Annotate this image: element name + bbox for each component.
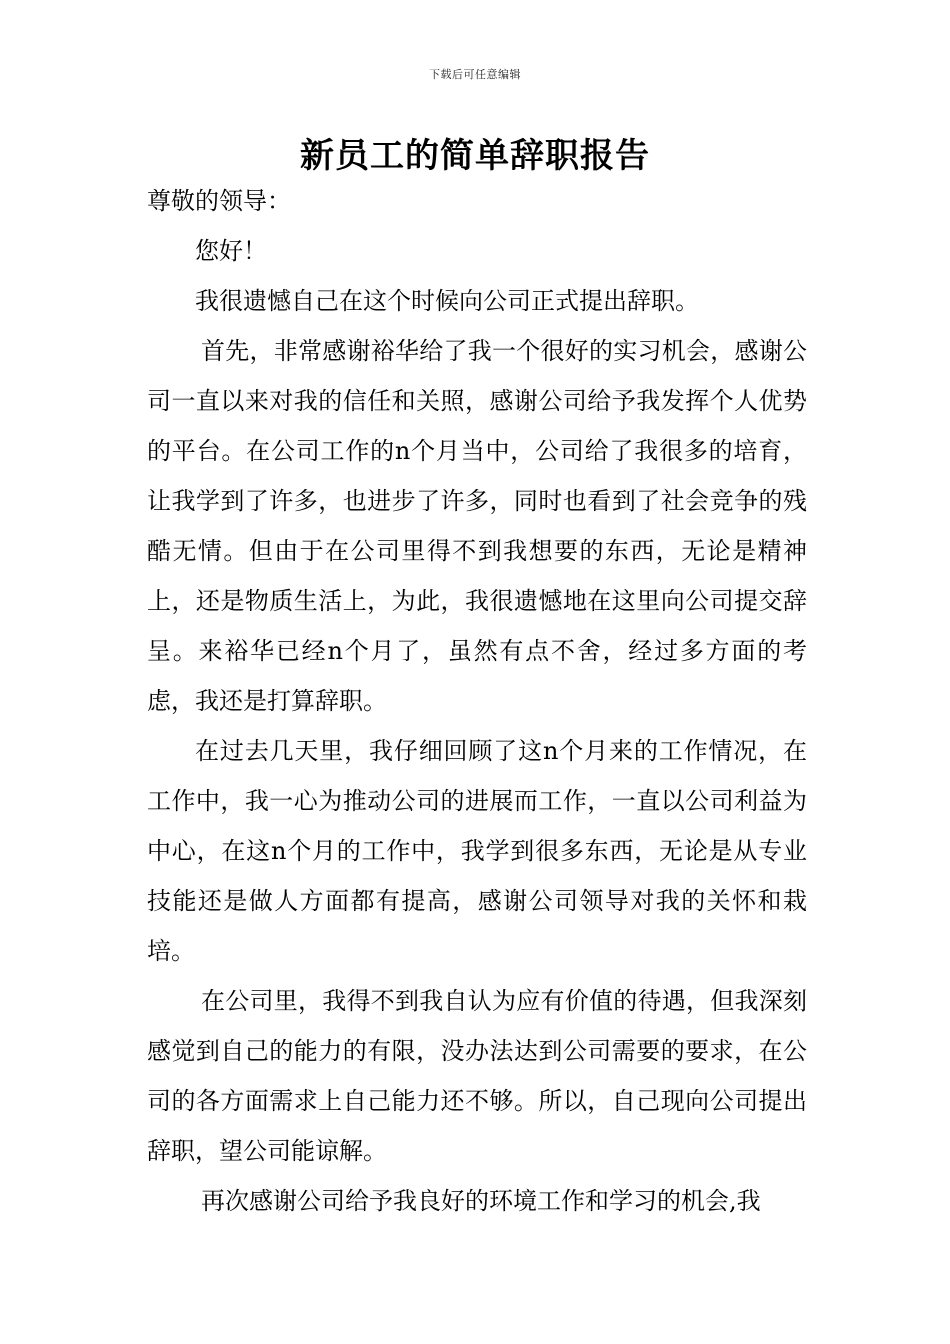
letter-body	[147, 176, 807, 1226]
paragraph-opening: 我很遗憾自己在这个时候向公司正式提出辞职。	[195, 287, 699, 315]
paragraph-review: 在过去几天里，我仔细回顾了这n个月来的工作情况，在工作中，我一心为推动公司的进展而工作，一直以公司利益为中心，在这n个月的工作中，我学到很多东西，无论是从专业技能还是做人方面都有提高，感谢公司领导对我的关怀和栽培。	[147, 737, 807, 965]
header-note: 下载后可任意编辑	[429, 68, 521, 81]
document-title: 新员工的简单辞职报告	[300, 136, 650, 176]
greeting: 您好！	[195, 237, 267, 265]
paragraph-closing: 再次感谢公司给予我良好的环境工作和学习的机会,我	[201, 1187, 761, 1215]
salutation: 尊敬的领导：	[147, 187, 291, 215]
paragraph-reason: 在公司里，我得不到我自认为应有价值的待遇，但我深刻感觉到自己的能力的有限，没办法达到公司需要的要求，在公司的各方面需求上自己能力还不够。所以，自己现向公司提出辞职，望公司能谅解。	[147, 987, 807, 1165]
paragraph-thanks: 首先，非常感谢裕华给了我一个很好的实习机会，感谢公司一直以来对我的信任和关照，感谢公司给予我发挥个人优势的平台。在公司工作的n个月当中，公司给了我很多的培育，让我学到了许多，也进步了许多，同时也看到了社会竞争的残酷无情。但由于在公司里得不到我想要的东西，无论是精神上，还是物质生活上，为此，我很遗憾地在这里向公司提交辞呈。来裕华已经n个月了，虽然有点不舍，经过多方面的考虑，我还是打算辞职。	[147, 337, 807, 715]
